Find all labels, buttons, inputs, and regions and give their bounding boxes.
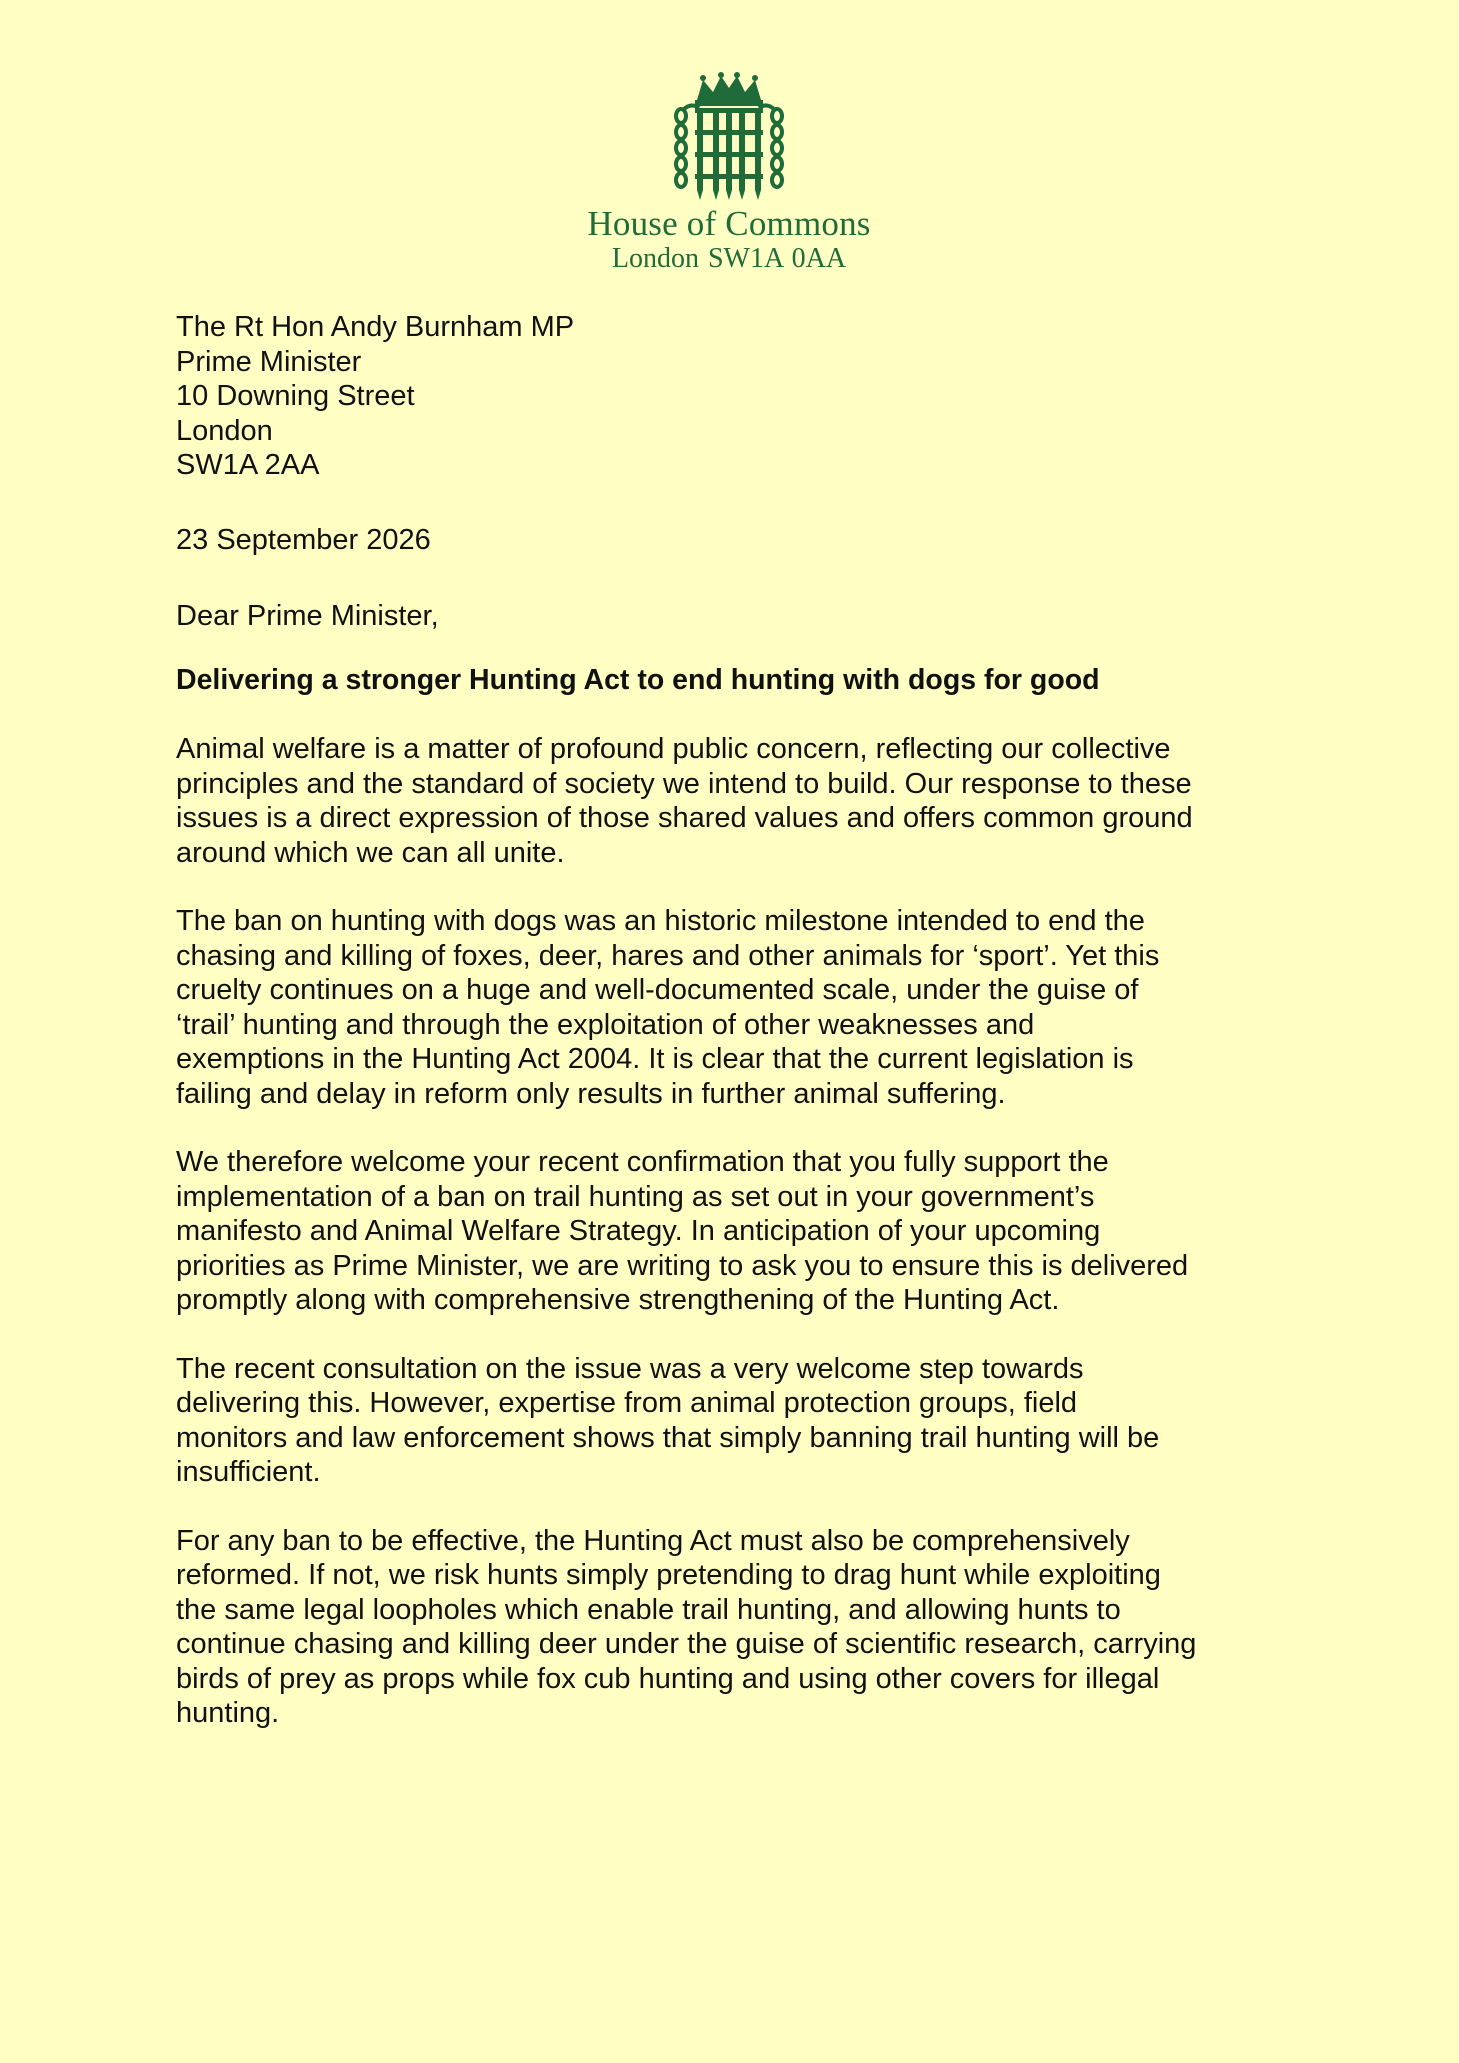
paragraph-line: manifesto and Animal Welfare Strategy. In anticipation of your upcoming (176, 1215, 1101, 1247)
paragraph-line: principles and the standard of society we intend to build. Our response to these (176, 767, 1192, 800)
recipient-line: SW1A 2AA (176, 449, 320, 481)
body-paragraph (176, 1145, 1316, 1318)
paragraph-line: failing and delay in reform only results in further animal suffering. (176, 1077, 1006, 1110)
paragraph-line: promptly along with comprehensive strengthening of the Hunting Act. (176, 1284, 1060, 1316)
paragraph-line: priorities as Prime Minister, we are writing to ask you to ensure this is delivered (176, 1249, 1189, 1282)
paragraph-line: chasing and killing of foxes, deer, hares and other animals for ‘sport’. Yet this (176, 939, 1160, 972)
paragraph-line: The ban on hunting with dogs was an historic milestone intended to end the (176, 905, 1145, 937)
paragraph-line: Animal welfare is a matter of profound public concern, reflecting our collective (176, 733, 1171, 765)
paragraph-line: The recent consultation on the issue was a very welcome step towards (176, 1352, 1084, 1385)
body-paragraph (176, 732, 1316, 870)
paragraph-line: monitors and law enforcement shows that simply banning trail hunting will be (176, 1421, 1160, 1454)
recipient-address (176, 310, 1316, 483)
paragraph-line: continue chasing and killing deer under the guise of scientific research, carrying (176, 1628, 1197, 1660)
recipient-line: The Rt Hon Andy Burnham MP (176, 311, 575, 343)
paragraph-line: cruelty continues on a huge and well-documented scale, under the guise of (176, 974, 1139, 1006)
paragraph-line: reformed. If not, we risk hunts simply pretending to drag hunt while exploiting (176, 1559, 1161, 1591)
paragraph-line: We therefore welcome your recent confirmation that you fully support the (176, 1146, 1109, 1178)
body-paragraph (176, 1352, 1316, 1490)
paragraph-line: issues is a direct expression of those shared values and offers common ground (176, 802, 1193, 834)
paragraph-line: For any ban to be effective, the Hunting Act must also be comprehensively (176, 1524, 1130, 1557)
paragraph-line: exemptions in the Hunting Act 2004. It is clear that the current legislation is (176, 1043, 1134, 1075)
organisation-name: House of Commons (587, 204, 871, 243)
body-paragraph (176, 904, 1316, 1111)
letter-body (176, 310, 1316, 1731)
recipient-line: 10 Downing Street (176, 380, 415, 412)
salutation: Dear Prime Minister, (176, 600, 439, 632)
paragraph-line: around which we can all unite. (176, 836, 565, 869)
subject-line: Delivering a stronger Hunting Act to end hunting with dogs for good (176, 663, 1100, 696)
letterhead (529, 72, 929, 275)
organisation-address: London SW1A 0AA (611, 243, 847, 274)
paragraph-line: ‘trail’ hunting and through the exploitation of other weaknesses and (176, 1008, 1035, 1041)
portcullis-crest-icon (669, 72, 789, 202)
paragraph-line: the same legal loopholes which enable trail hunting, and allowing hunts to (176, 1593, 1121, 1626)
paragraph-line: birds of prey as props while fox cub hunting and using other covers for illegal (176, 1662, 1160, 1695)
paragraph-line: insufficient. (176, 1456, 321, 1488)
recipient-line: Prime Minister (176, 345, 362, 378)
paragraph-line: delivering this. However, expertise from animal protection groups, field (176, 1387, 1078, 1419)
paragraph-line: hunting. (176, 1697, 280, 1729)
recipient-line: London (176, 414, 273, 447)
body-paragraph (176, 1524, 1316, 1731)
letter-date: 23 September 2026 (176, 523, 431, 556)
paragraph-line: implementation of a ban on trail hunting as set out in your government’s (176, 1180, 1095, 1213)
